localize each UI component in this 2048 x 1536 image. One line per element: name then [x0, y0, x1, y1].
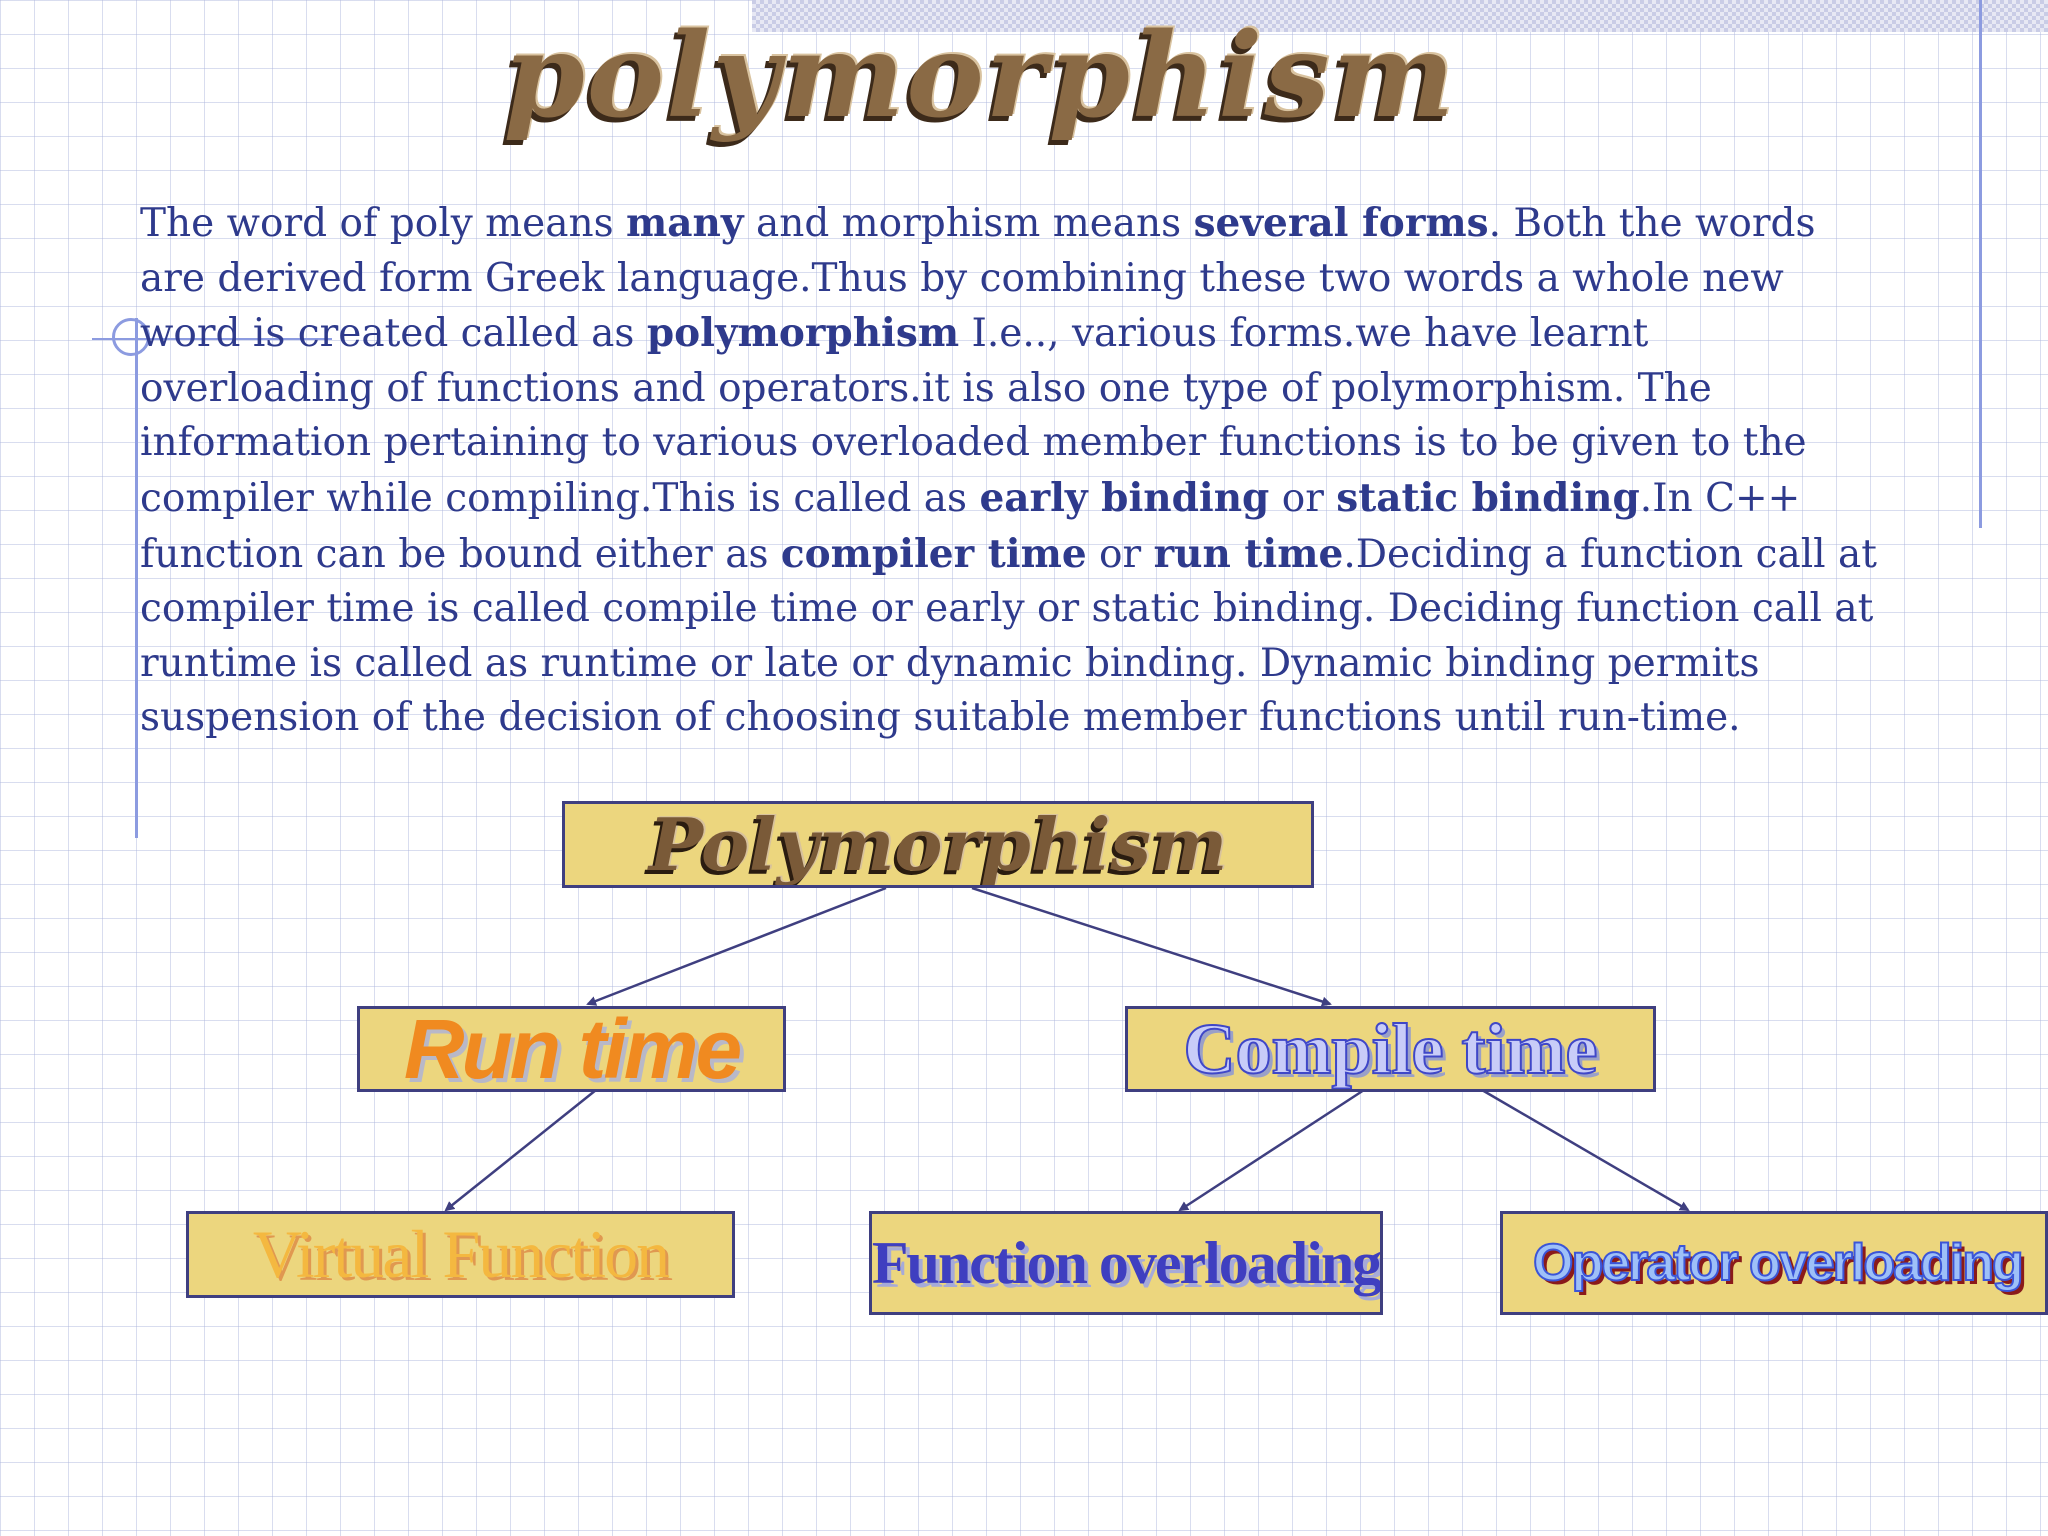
bold-term: compiler time	[780, 530, 1087, 577]
node-operator-overloading	[1500, 1211, 2048, 1315]
node-function-overloading-label: Function overloading	[871, 1229, 1381, 1296]
paragraph-segment: .Deciding a function call at compiler time is called compile time or early or static binding. Deciding function call at runtime is called as runtime or late or dynamic binding. Dynamic binding permits suspension of the decision of choosing suitable member functions until run-time.	[140, 531, 1877, 741]
node-polymorphism-label: Polymorphism	[648, 802, 1228, 887]
paragraph-segment: or	[1269, 475, 1337, 521]
paragraph-segment: . Both the words are derived form Greek language.Thus by combining these two words a whole new word is created called as	[140, 201, 1816, 357]
node-compile-time	[1125, 1006, 1656, 1092]
node-polymorphism	[562, 801, 1314, 888]
paragraph-segment: .In C++ function can be bound either as	[140, 475, 1801, 577]
node-operator-overloading-label: Operator overloading	[1533, 1234, 2022, 1292]
node-run-time-label: Run time	[403, 1006, 740, 1092]
bold-term: early binding	[979, 474, 1270, 521]
edge-root-to-runtime	[588, 888, 886, 1004]
paragraph-segment: and morphism means	[743, 201, 1194, 246]
edge-runtime-to-virtual	[446, 1090, 596, 1210]
node-compile-time-label: Compile time	[1183, 1008, 1598, 1089]
bold-term: run time	[1153, 530, 1344, 577]
edge-compile-to-opover	[1482, 1090, 1688, 1210]
node-run-time	[357, 1006, 786, 1092]
slide-title: polymorphism	[503, 8, 1457, 144]
bold-term: static binding	[1336, 474, 1640, 521]
node-virtual-function	[186, 1211, 735, 1298]
bold-term: several forms	[1193, 200, 1489, 246]
edge-compile-to-funcover	[1180, 1090, 1364, 1210]
paragraph-segment: or	[1086, 531, 1154, 577]
edge-root-to-compile	[972, 888, 1330, 1004]
node-virtual-function-label: Virtual Function	[252, 1216, 669, 1292]
paragraph-segment: I.e.., various forms.we have learnt overloading of functions and operators.it is also one type of polymorphism. The information pertaining to various overloaded member functions is to be given to the compiler while compiling.This is called as	[140, 311, 1807, 521]
node-function-overloading	[869, 1211, 1383, 1315]
paragraph-segment: The word of poly means	[140, 201, 626, 246]
bold-term: many	[625, 200, 744, 246]
bold-term: polymorphism	[646, 310, 960, 357]
